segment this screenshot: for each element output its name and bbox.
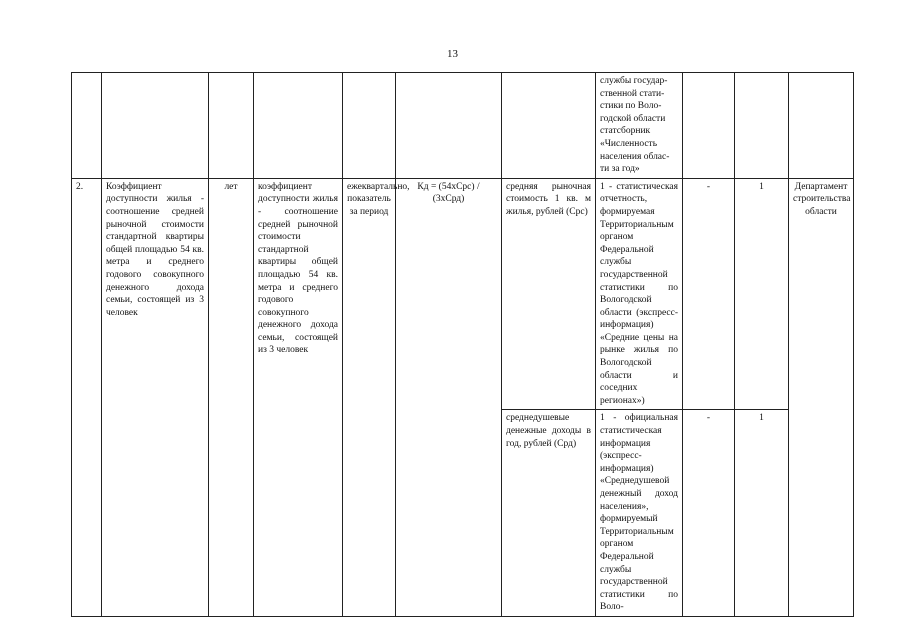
component-col-a: - — [683, 178, 735, 410]
cell-empty — [683, 73, 735, 179]
indicator-definition: коэффициент доступности жилья - соотношение средней рыночной стоимости стандартной квартиры общей площадью 54 кв. метра и среднего годового совокупного денежного дохода семьи, состоящей из 3 человек — [254, 178, 343, 616]
source-continued: службы государ- ственной стати- стики по Воло- годской области статсборник «Численность населения облас- ти за год» — [596, 73, 683, 179]
unit-of-measure: лет — [209, 178, 254, 616]
cell-empty — [396, 73, 502, 179]
cell-empty — [502, 73, 596, 179]
component-source: 1 - официальная статистическая информация (экспресс-информация) «Среднедушевой денежный доход населения», формируемый Территориальным органом Федеральной службы государственной статистики по Воло- — [596, 410, 683, 617]
calculation-formula: Кд = (54хСрс) / (3хСрд) — [396, 178, 502, 616]
cell-empty — [343, 73, 396, 179]
component-source: 1 - статистическая отчетность, формируемая Территориальным органом Федеральной службы государственной статистики по Вологодской области (экспресс-информация) «Средние цены на рынке жилья по Вологодской области и соседних регионах») — [596, 178, 683, 410]
row-number: 2. — [72, 178, 102, 616]
cell-empty — [72, 73, 102, 179]
indicator-name: Коэффициент доступности жилья - соотношение средней рыночной стоимости стандартной квартиры общей площадью 54 кв. метра и среднего годового совокупного денежного дохода семьи, состоящей из 3 человек — [102, 178, 209, 616]
cell-empty — [209, 73, 254, 179]
indicator-row — [72, 178, 854, 410]
continuation-row — [72, 73, 854, 179]
component-name: среднедушевые денежные доходы в год, рублей (Срд) — [502, 410, 596, 617]
indicator-table — [71, 72, 854, 617]
cell-empty — [102, 73, 209, 179]
cell-empty — [735, 73, 789, 179]
responsible-department: Департамент строительства области — [789, 178, 854, 616]
component-col-a: - — [683, 410, 735, 617]
component-col-b: 1 — [735, 178, 789, 410]
periodicity: ежеквартально, показатель за период — [343, 178, 396, 616]
cell-empty — [789, 73, 854, 179]
component-col-b: 1 — [735, 410, 789, 617]
page-number: 13 — [447, 48, 458, 60]
component-name: средняя рыночная стоимость 1 кв. м жилья, рублей (Срс) — [502, 178, 596, 410]
cell-empty — [254, 73, 343, 179]
